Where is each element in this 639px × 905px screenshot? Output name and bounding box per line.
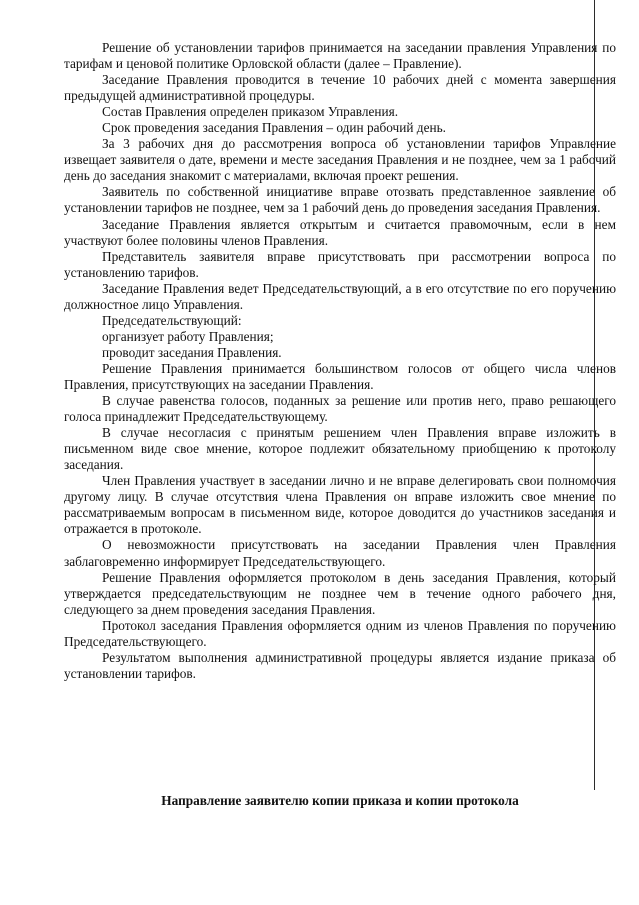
paragraph: Срок проведения заседания Правления – один рабочий день.: [102, 120, 446, 136]
paragraph: Заявитель по собственной инициативе вправе отозвать представленное заявление об установлении тарифов не позднее, чем за 1 рабочий день до проведения заседания Правления.: [64, 184, 616, 216]
paragraph: Решение Правления оформляется протоколом в день заседания Правления, который утверждается председательствующим не позднее чем в течение одного рабочего дня, следующего за днем проведения заседания Правления.: [64, 569, 616, 617]
paragraph: В случае несогласия с принятым решением член Правления вправе изложить в письменном виде свое мнение, которое подлежит обязательному приобщению к протоколу заседания.: [64, 425, 616, 473]
paragraph: Состав Правления определен приказом Управления.: [102, 104, 399, 120]
paragraph: В случае равенства голосов, поданных за решение или против него, право решающего голоса принадлежит Председательствующему.: [64, 393, 616, 425]
paragraph: Решение Правления принимается большинством голосов от общего числа членов Правления, присутствующих на заседании Правления.: [64, 360, 616, 392]
paragraph: Заседание Правления является открытым и считается правомочным, если в нем участвуют более половины членов Правления.: [64, 216, 616, 248]
paragraph: Протокол заседания Правления оформляется одним из членов Правления по поручению Председательствующего.: [64, 617, 616, 649]
paragraph: Член Правления участвует в заседании лично и не вправе делегировать свои полномочия другому лицу. В случае отсутствия члена Правления он вправе изложить свое мнение по рассматриваемым вопросам в письменном виде, которое доводится до участников заседания и отражается в протоколе.: [64, 473, 616, 537]
paragraph: Заседание Правления проводится в течение 10 рабочих дней с момента завершения предыдущей административной процедуры.: [64, 72, 616, 104]
paragraph: О невозможности присутствовать на заседании Правления член Правления заблаговременно информирует Председательствующего.: [64, 537, 616, 569]
section-heading: Направление заявителю копии приказа и копии протокола: [161, 793, 519, 808]
list-heading: Председательствующий:: [102, 312, 242, 328]
paragraph: Результатом выполнения административной процедуры является издание приказа об установлении тарифов.: [64, 649, 616, 681]
paragraph: Заседание Правления ведет Председательствующий, а в его отсутствие по его поручению должностное лицо Управления.: [64, 280, 616, 312]
paragraph: Представитель заявителя вправе присутствовать при рассмотрении вопроса по установлению тарифов.: [64, 248, 616, 280]
paragraph: За 3 рабочих дня до рассмотрения вопроса об установлении тарифов Управление извещает заявителя о дате, времени и месте заседания Правления и не позднее, чем за 1 рабочий день до заседания знакомит с материалами, включая проект решения.: [64, 136, 616, 184]
list-item: организует работу Правления;: [102, 328, 274, 344]
body-text: [64, 40, 616, 682]
paragraph: Решение об установлении тарифов принимается на заседании правления Управления по тарифам и ценовой политике Орловской области (далее – Правление).: [64, 40, 616, 72]
list-item: проводит заседания Правления.: [102, 344, 282, 360]
